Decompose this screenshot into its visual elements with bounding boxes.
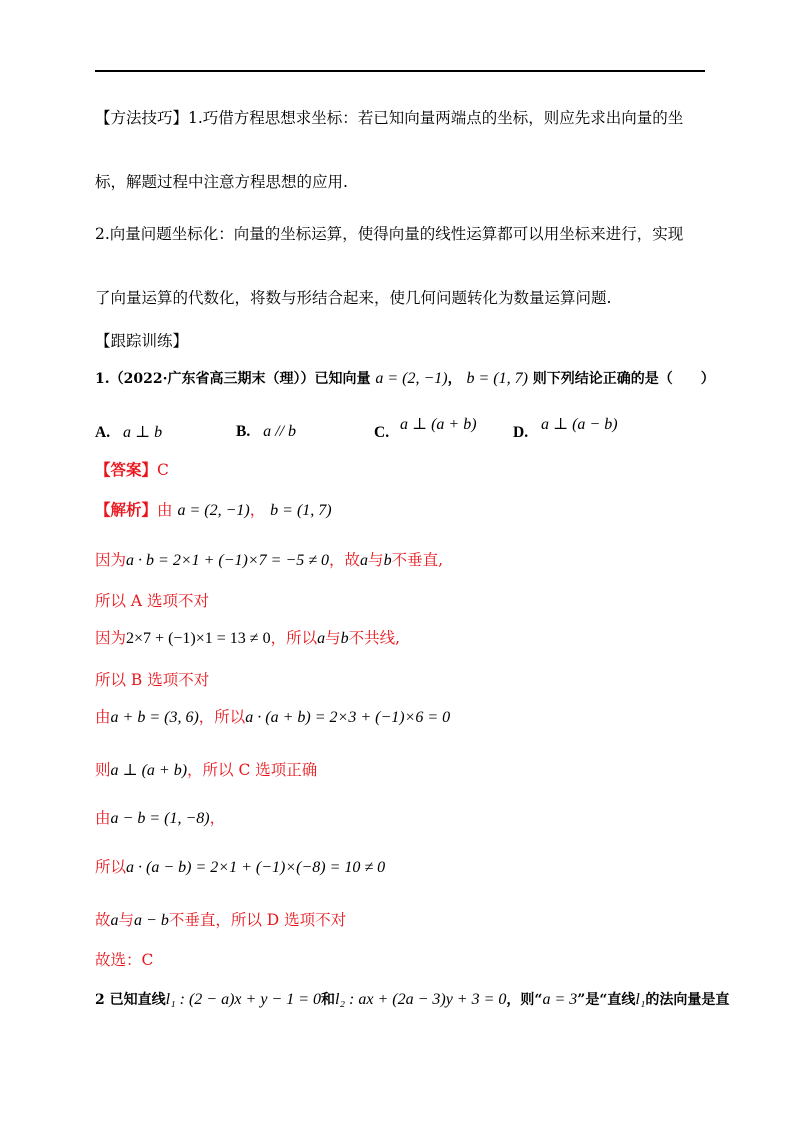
analysis-l10-amb: a − b xyxy=(134,912,169,929)
analysis-l9-pre: 所以 xyxy=(95,858,127,876)
method-para2-line1: 2.向量问题坐标化：向量的坐标运算，使得向量的线性运算都可以用坐标来进行，实现 xyxy=(95,225,684,243)
analysis-l7-post: ，所以 C 选项正确 xyxy=(187,761,318,779)
analysis-l8-post: ， xyxy=(209,809,226,827)
option-d-expr: a ⊥ (a − b) xyxy=(541,416,618,433)
option-c-label: C. xyxy=(374,424,390,441)
method-para1-line2: 标，解题过程中注意方程思想的应用. xyxy=(95,173,348,191)
analysis-l2-post: 不垂直, xyxy=(391,551,443,569)
analysis-l4-post: 不共线, xyxy=(348,629,401,647)
q2-condition: a = 3 xyxy=(542,991,578,1008)
analysis-l2-with: 与 xyxy=(368,551,384,569)
analysis-l6-expr2: a · (a + b) = 2×3 + (−1)×6 = 0 xyxy=(245,709,451,726)
analysis-l2-b: b xyxy=(383,552,392,569)
question-1 xyxy=(95,369,715,389)
option-a xyxy=(95,422,162,442)
method-para2-line2: 了向量运算的代数化，将数与形结合起来，使几何问题转化为数量运算问题. xyxy=(95,289,612,307)
q2-l1-name: l₁ xyxy=(635,991,646,1008)
analysis-line-6 xyxy=(95,707,450,728)
method-tag: 【方法技巧】 xyxy=(95,109,189,127)
analysis-l4-mid: ，所以 xyxy=(270,629,318,647)
q1-suffix: 则下列结论正确的是（ ） xyxy=(532,371,715,387)
q1-comma: ， xyxy=(447,371,462,387)
option-a-expr: a ⊥ b xyxy=(123,424,163,441)
analysis-l10-with: 与 xyxy=(118,911,135,929)
option-c-expr: a ⊥ (a + b) xyxy=(400,416,477,433)
q1-vector-a: a = (2, −1) xyxy=(375,370,448,387)
answer-line xyxy=(95,460,169,480)
q2-and: 和 xyxy=(321,992,336,1008)
q2-mid: ，则“ xyxy=(506,992,543,1008)
answer-value: C xyxy=(157,461,169,479)
analysis-l2-a: a xyxy=(360,552,369,569)
analysis-line-10 xyxy=(95,910,346,931)
option-c xyxy=(374,414,477,441)
analysis-l7-expr: a ⊥ (a + b) xyxy=(110,762,188,779)
q2-line2-eq: l₂ : ax + (2a − 3)y + 3 = 0 xyxy=(335,991,507,1008)
option-d-label: D. xyxy=(513,424,529,441)
analysis-tag: 【解析】 xyxy=(95,500,158,519)
q2-prefix: 2 已知直线 xyxy=(95,992,166,1008)
method-para1-line1 xyxy=(95,108,683,128)
answer-tag: 【答案】 xyxy=(95,460,158,479)
analysis-line-8 xyxy=(95,808,225,829)
analysis-line-1 xyxy=(95,500,332,521)
analysis-line-5: 所以 B 选项不对 xyxy=(95,671,210,689)
q2-line1-eq: l₁ : (2 − a)x + y − 1 = 0 xyxy=(165,991,322,1008)
training-header: 【跟踪训练】 xyxy=(95,332,189,350)
analysis-l10-a: a xyxy=(110,912,119,929)
header-rule xyxy=(95,70,705,72)
analysis-l4-b: b xyxy=(340,630,349,647)
option-a-label: A. xyxy=(95,424,111,441)
q1-vector-b: b = (1, 7) xyxy=(466,370,528,387)
analysis-l10-pre: 故 xyxy=(95,911,111,929)
analysis-l1-a: a = (2, −1) xyxy=(177,502,250,519)
analysis-l8-pre: 由 xyxy=(95,809,111,827)
q1-prefix: 1.（2022·广东省高三期末（理））已知向量 xyxy=(95,371,371,387)
analysis-line-7 xyxy=(95,760,317,781)
q2-suffix2: 的法向量是直 xyxy=(645,992,730,1008)
analysis-l9-expr: a · (a − b) = 2×1 + (−1)×(−8) = 10 ≠ 0 xyxy=(126,859,386,876)
analysis-l6-pre: 由 xyxy=(95,708,111,726)
analysis-l1-pre: 由 xyxy=(157,501,173,519)
question-2 xyxy=(95,990,729,1010)
analysis-l6-expr1: a + b = (3, 6) xyxy=(110,709,199,726)
analysis-line-3: 所以 A 选项不对 xyxy=(95,592,210,610)
analysis-line-4 xyxy=(95,628,400,649)
analysis-l7-pre: 则 xyxy=(95,761,111,779)
option-d xyxy=(513,414,618,441)
option-b xyxy=(236,422,296,441)
analysis-l2-mid: ，故 xyxy=(329,551,361,569)
option-b-label: B. xyxy=(236,423,251,440)
method-p1-text: 1.巧借方程思想求坐标：若已知向量两端点的坐标，则应先求出向量的坐 xyxy=(188,109,684,127)
analysis-l2-expr: a · b = 2×1 + (−1)×7 = −5 ≠ 0 xyxy=(126,552,330,569)
analysis-l4-a: a xyxy=(317,630,326,647)
analysis-l1-b: b = (1, 7) xyxy=(270,502,332,519)
analysis-l1-comma: ， xyxy=(249,501,266,519)
analysis-l8-expr: a − b = (1, −8) xyxy=(110,810,210,827)
q2-suffix1: ”是“直线 xyxy=(577,992,636,1008)
analysis-line-11: 故选：C xyxy=(95,951,154,969)
analysis-l4-with: 与 xyxy=(325,629,341,647)
analysis-l6-mid: ，所以 xyxy=(198,708,246,726)
analysis-line-9 xyxy=(95,857,385,878)
analysis-l4-pre: 因为 xyxy=(95,629,127,647)
analysis-l2-pre: 因为 xyxy=(95,551,127,569)
analysis-line-2 xyxy=(95,550,443,571)
analysis-l10-post: 不垂直，所以 D 选项不对 xyxy=(168,911,347,929)
analysis-l4-expr: 2×7 + (−1)×1 = 13 ≠ 0 xyxy=(126,630,271,647)
option-b-expr: a // b xyxy=(263,423,297,440)
